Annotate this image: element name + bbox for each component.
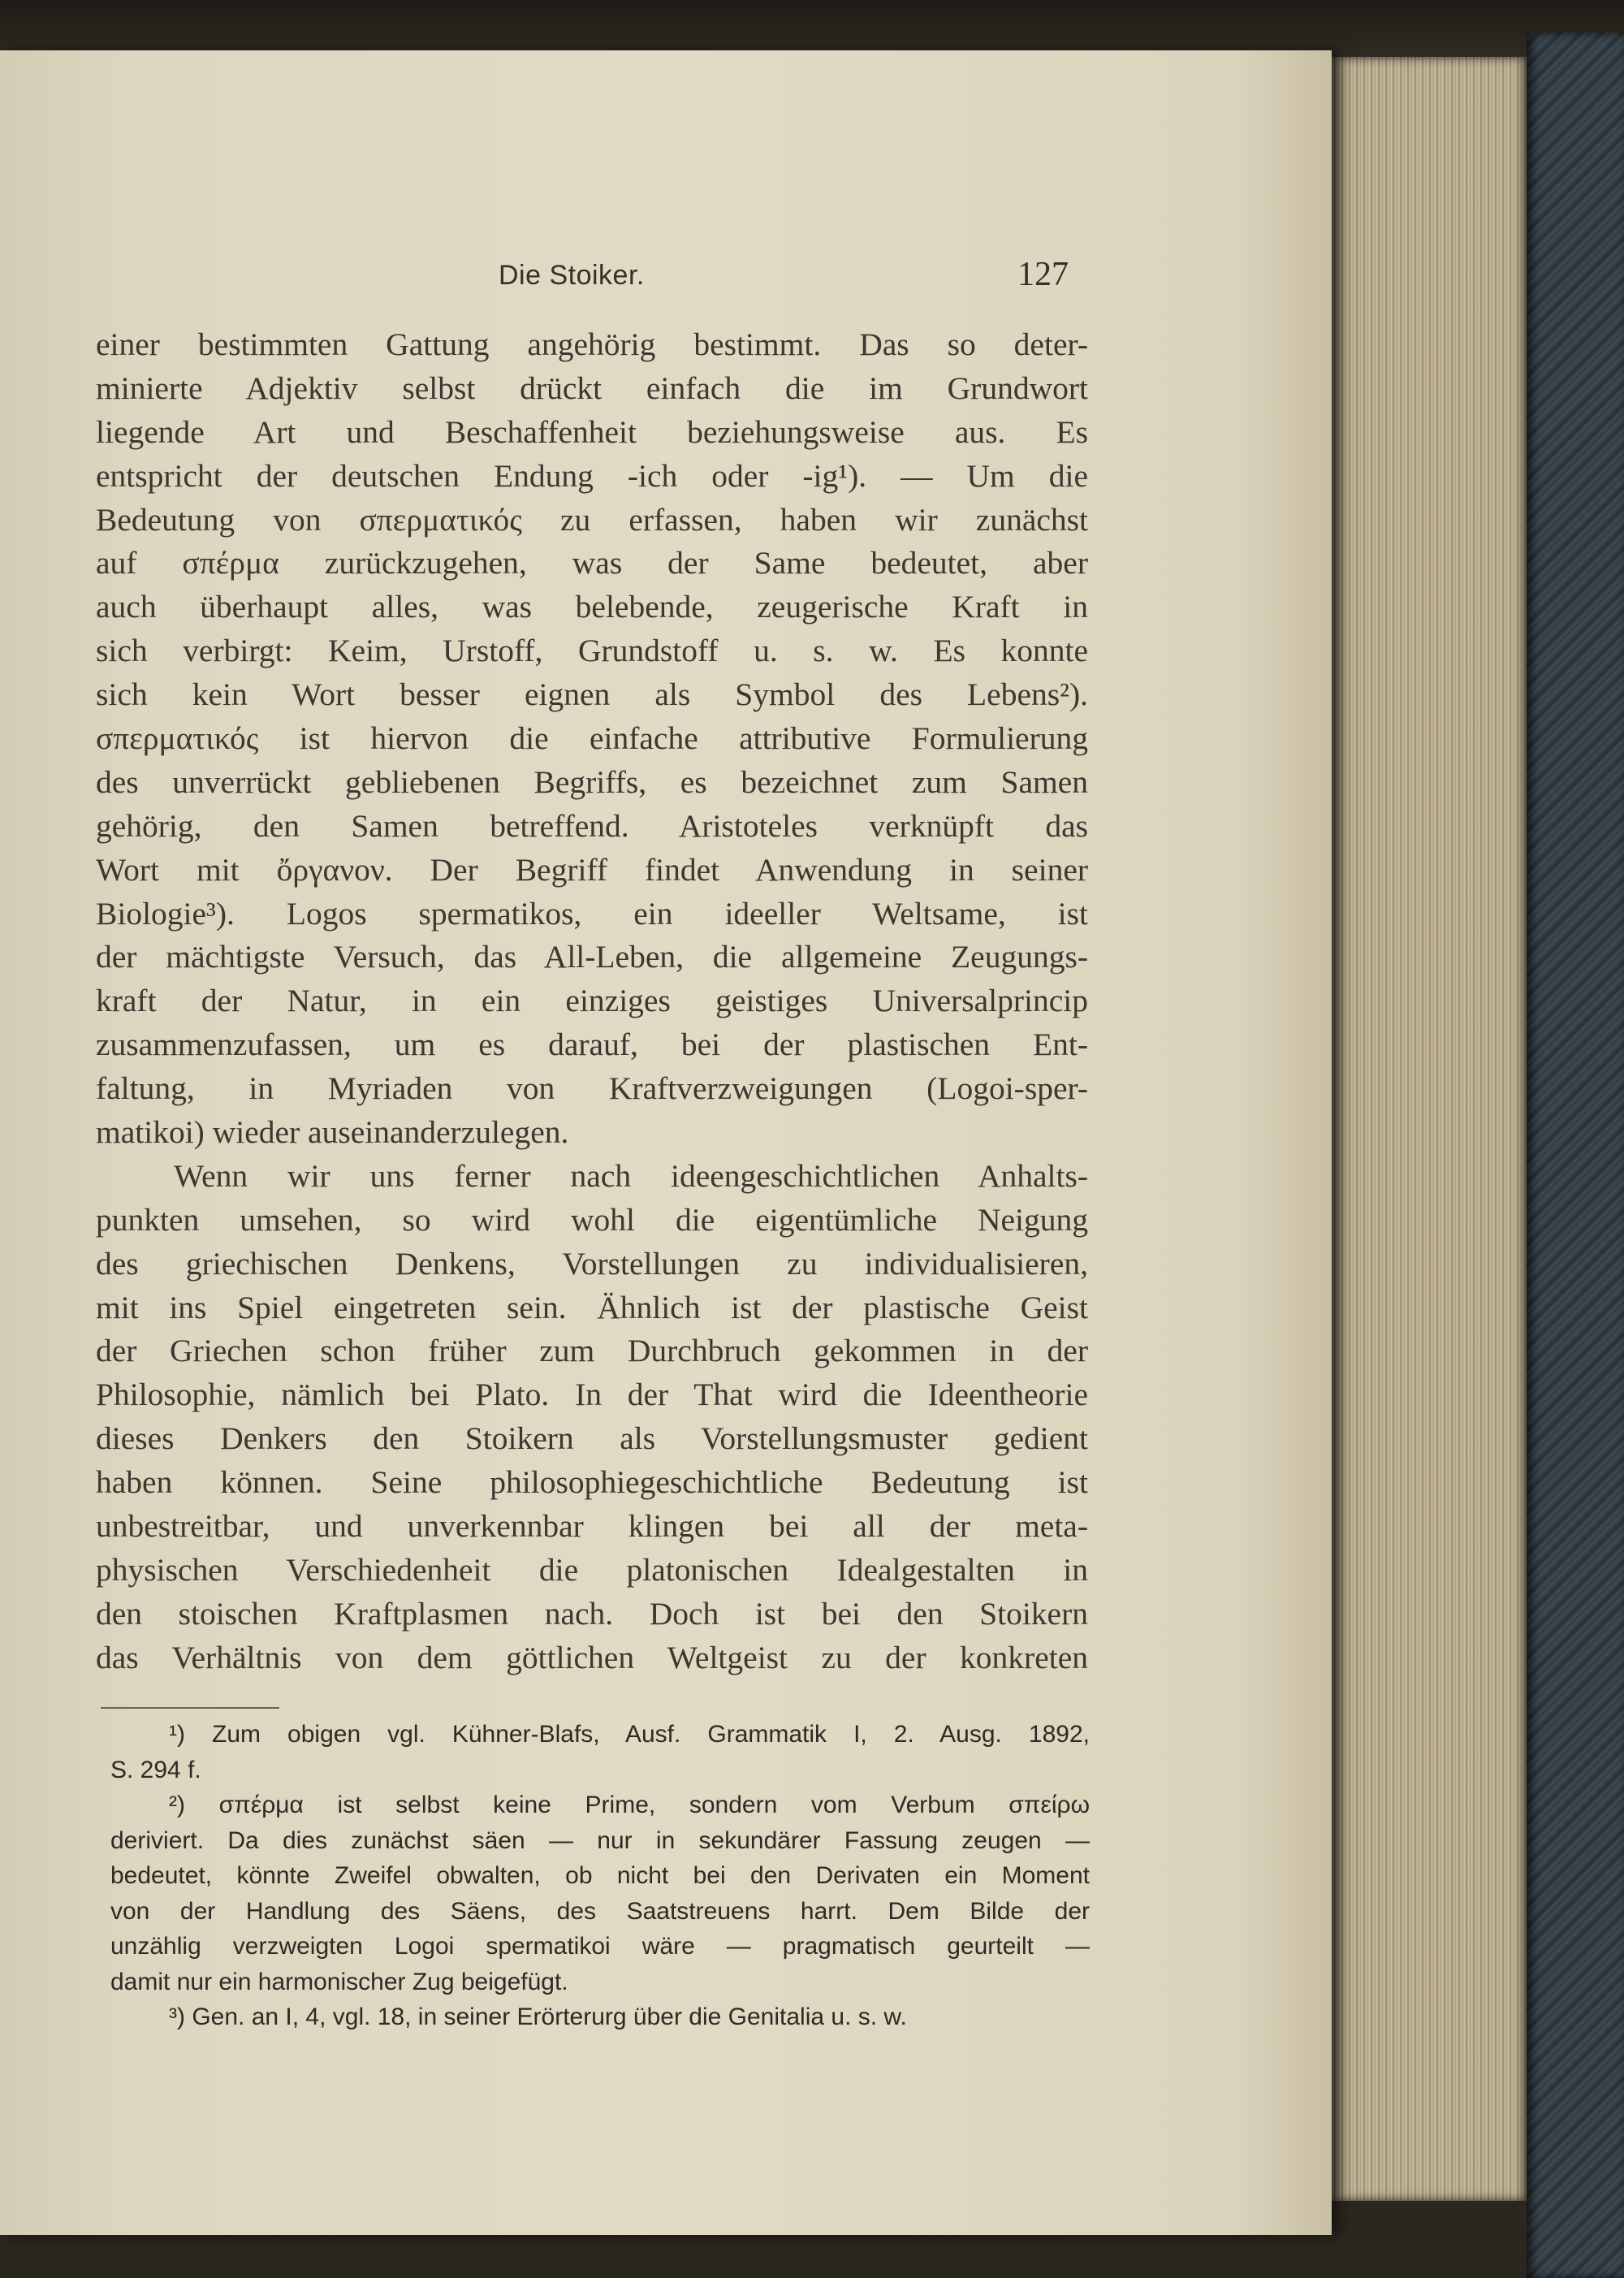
body-line: punkten umsehen, so wird wohl die eigentümliche Neigung (96, 1201, 1088, 1238)
book-cover-edge (1527, 32, 1624, 2278)
footnotes (106, 1717, 1090, 2035)
body-line: Biologie³). Logos spermatikos, ein ideeller Weltsame, ist (96, 895, 1088, 932)
page-block-edges (1332, 57, 1527, 2201)
body-line: der mächtigste Versuch, das All-Leben, die allgemeine Zeugungs- (96, 939, 1088, 975)
body-line: dieses Denkers den Stoikern als Vorstellungsmuster gedient (96, 1420, 1088, 1457)
body-line: haben können. Seine philosophiegeschichtliche Bedeutung ist (96, 1464, 1088, 1501)
footnote-line: ²) σπέρμα ist selbst keine Prime, sondern vom Verbum σπείρω (169, 1792, 1090, 1818)
body-line: mit ins Spiel eingetreten sein. Ähnlich ist der plastische Geist (96, 1289, 1088, 1325)
footnote-line: ¹) Zum obigen vgl. Kühner-Blafs, Ausf. Grammatik I, 2. Ausg. 1892, (169, 1721, 1090, 1748)
body-line: des unverrückt gebliebenen Begriffs, es bezeichnet zum Samen (96, 763, 1088, 800)
body-line: entspricht der deutschen Endung -ich oder -ig¹). — Um die (96, 457, 1088, 494)
body-line: Wort mit ὄργανον. Der Begriff findet Anwendung in seiner (96, 851, 1088, 888)
footnote-line: S. 294 f. (110, 1756, 201, 1783)
body-line: den stoischen Kraftplasmen nach. Doch ist bei den Stoikern (96, 1595, 1088, 1632)
footnote-line: deriviert. Da dies zunächst säen — nur in sekundärer Fassung zeugen — (110, 1826, 1090, 1854)
footnote-line: ³) Gen. an I, 4, vgl. 18, in seiner Erörterurg über die Genitalia u. s. w. (169, 2004, 907, 2030)
body-line: kraft der Natur, in ein einziges geistiges Universalprincip (96, 983, 1088, 1019)
footnote-line: unzählig verzweigten Logoi spermatikoi wäre — pragmatisch geurteilt — (110, 1933, 1090, 1960)
body-line: das Verhältnis von dem göttlichen Weltgeist zu der konkreten (96, 1639, 1088, 1675)
book-page (0, 50, 1332, 2235)
top-shadow (0, 0, 1624, 57)
footnote-divider (101, 1707, 279, 1709)
body-line: physischen Verschiedenheit die platonischen Idealgestalten in (96, 1551, 1088, 1588)
body-line: des griechischen Denkens, Vorstellungen zu individualisieren, (96, 1245, 1088, 1282)
footnote-line: von der Handlung des Säens, des Saatstreuens harrt. Dem Bilde der (110, 1897, 1090, 1925)
body-line: der Griechen schon früher zum Durchbruch gekommen in der (96, 1333, 1088, 1369)
body-line: sich kein Wort besser eignen als Symbol des Lebens²). (96, 676, 1088, 713)
body-line: einer bestimmten Gattung angehörig bestimmt. Das so deter- (96, 326, 1088, 362)
body-line: minierte Adjektiv selbst drückt einfach die im Grundwort (96, 370, 1088, 406)
page-number: 127 (1017, 256, 1069, 293)
body-line: Bedeutung von σπερματικός zu erfassen, haben wir zunächst (96, 501, 1088, 538)
body-line: Philosophie, nämlich bei Plato. In der That wird die Ideentheorie (96, 1377, 1088, 1413)
body-line: unbestreitbar, und unverkennbar klingen bei all der meta- (96, 1508, 1088, 1545)
body-line: zusammenzufassen, um es darauf, bei der plastischen Ent- (96, 1027, 1088, 1063)
body-line: matikoi) wieder auseinanderzulegen. (96, 1114, 569, 1151)
body-line: auch überhaupt alles, was belebende, zeugerische Kraft in (96, 589, 1088, 625)
footnote-line: bedeutet, könnte Zweifel obwalten, ob nicht bei den Derivaten ein Moment (110, 1862, 1090, 1889)
body-line: sich verbirgt: Keim, Urstoff, Grundstoff u. s. w. Es konnte (96, 633, 1088, 669)
body-line: faltung, in Myriaden von Kraftverzweigungen (Logoi-sper- (96, 1070, 1088, 1107)
body-line: σπερματικός ist hiervon die einfache attributive Formulierung (96, 720, 1088, 757)
body-text (96, 323, 1088, 1680)
body-line: auf σπέρμα zurückzugehen, was der Same bedeutet, aber (96, 545, 1088, 581)
footnote-line: damit nur ein harmonischer Zug beigefügt. (110, 1968, 568, 1995)
body-line: gehörig, den Samen betreffend. Aristoteles verknüpft das (96, 807, 1088, 844)
body-line: Wenn wir uns ferner nach ideengeschichtlichen Anhalts- (174, 1157, 1088, 1194)
body-line: liegende Art und Beschaffenheit beziehungsweise aus. Es (96, 413, 1088, 450)
running-head: Die Stoiker. (499, 260, 645, 291)
